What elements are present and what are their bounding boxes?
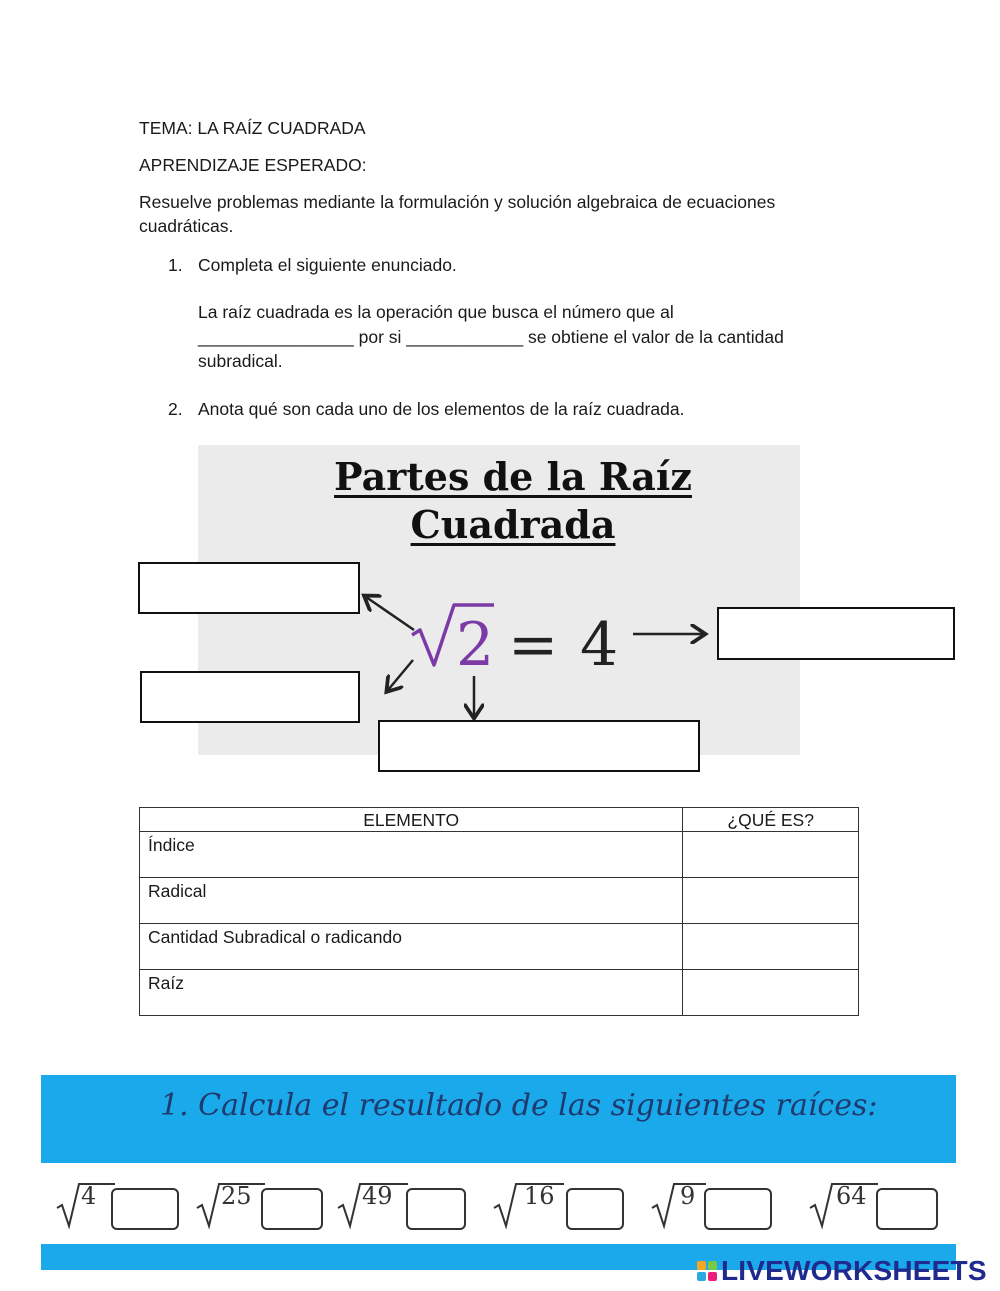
root-radicand: 16	[524, 1182, 555, 1210]
root-answer-input[interactable]	[566, 1188, 624, 1230]
root-exercise-item	[650, 1178, 775, 1232]
radicand-answer-box[interactable]	[378, 720, 700, 772]
exercise-banner-text: 1. Calcula el resultado de las siguientes raíces:	[160, 1088, 878, 1123]
table-row	[140, 970, 859, 1016]
table-row	[140, 832, 859, 878]
question-2-number: 2.	[168, 399, 183, 419]
equation-radicand: 2	[456, 610, 495, 680]
root-radicand: 4	[81, 1182, 97, 1210]
arrow-to-index-icon	[366, 597, 414, 630]
question-2-prompt: Anota qué son cada uno de los elementos de la raíz cuadrada.	[198, 399, 685, 419]
definition-cell[interactable]	[683, 878, 859, 924]
brand-mark-l	[697, 1261, 706, 1270]
definition-cell[interactable]	[683, 924, 859, 970]
table-row	[140, 878, 859, 924]
root-radicand: 49	[362, 1182, 393, 1210]
brand-mark-i	[708, 1261, 717, 1270]
root-radicand: 9	[680, 1182, 696, 1210]
root-answer-input[interactable]	[876, 1188, 938, 1230]
root-radicand: 64	[836, 1182, 867, 1210]
table-row	[140, 924, 859, 970]
brand-name: LIVEWORKSHEETS	[721, 1255, 987, 1286]
statement-mid: por si	[358, 327, 402, 347]
equation-result: 4	[580, 610, 619, 680]
learning-label: APRENDIZAJE ESPERADO:	[139, 155, 367, 175]
definition-cell[interactable]	[683, 970, 859, 1016]
header-element: ELEMENTO	[140, 808, 683, 832]
diagram-title-line-2: Cuadrada	[410, 502, 616, 547]
element-cell: Cantidad Subradical o radicando	[140, 924, 683, 970]
elements-table	[139, 807, 859, 1016]
liveworksheets-logo	[697, 1256, 987, 1286]
diagram-title-line-1: Partes de la Raíz	[334, 454, 692, 499]
statement-line-1: La raíz cuadrada es la operación que busca el número que al	[198, 302, 674, 322]
root-exercise-item	[492, 1178, 627, 1232]
equation-equals: =	[508, 610, 559, 680]
statement-line-3: subradical.	[198, 351, 283, 371]
root-answer-input[interactable]	[406, 1188, 466, 1230]
statement-tail: se obtiene el valor de la cantidad	[527, 327, 784, 347]
root-answer-input[interactable]	[261, 1188, 323, 1230]
arrow-to-radical-icon	[388, 660, 413, 690]
root-exercise-item	[55, 1178, 185, 1232]
topic-title: TEMA: LA RAÍZ CUADRADA	[139, 118, 366, 138]
root-answer-input[interactable]	[704, 1188, 772, 1230]
root-radicand: 25	[221, 1182, 252, 1210]
element-cell: Raíz	[140, 970, 683, 1016]
blank-1[interactable]: ________________	[198, 327, 354, 347]
root-exercise-item	[195, 1178, 330, 1232]
element-cell: Índice	[140, 832, 683, 878]
index-answer-box[interactable]	[138, 562, 360, 614]
header-what-is: ¿QUÉ ES?	[683, 808, 859, 832]
definition-cell[interactable]	[683, 832, 859, 878]
table-header-row	[140, 808, 859, 832]
element-cell: Radical	[140, 878, 683, 924]
root-answer-box[interactable]	[717, 607, 955, 660]
brand-mark-v	[697, 1272, 706, 1281]
brand-mark-e	[708, 1272, 717, 1281]
question-1-prompt: Completa el siguiente enunciado.	[198, 255, 457, 275]
radical-answer-box[interactable]	[140, 671, 360, 723]
brand-mark-icon	[697, 1261, 717, 1281]
root-answer-input[interactable]	[111, 1188, 179, 1230]
learning-text: Resuelve problemas mediante la formulación y solución algebraica de ecuaciones cuadráticas.	[139, 192, 776, 236]
root-exercise-item	[336, 1178, 471, 1232]
question-1-number: 1.	[168, 255, 183, 275]
blank-2[interactable]: ____________	[406, 327, 524, 347]
root-exercise-item	[808, 1178, 940, 1232]
